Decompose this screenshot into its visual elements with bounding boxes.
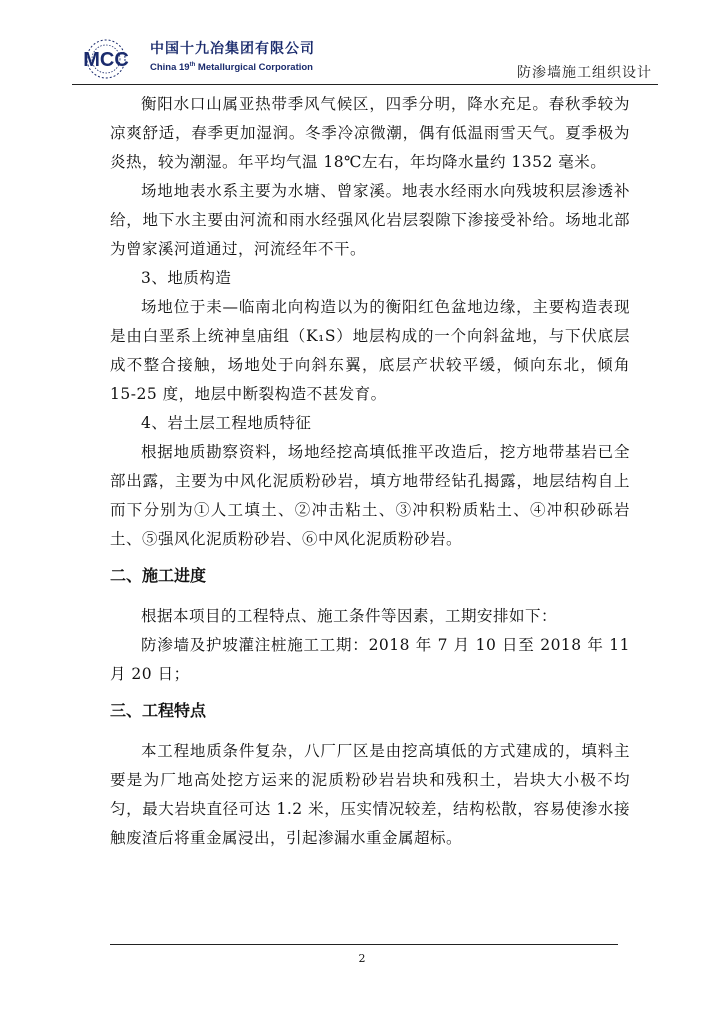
section-heading-schedule: 二、施工进度 [110, 566, 207, 585]
company-name-en: China 19th Metallurgical Corporation [150, 62, 313, 74]
page-header [72, 36, 660, 84]
document-title: 防渗墙施工组织设计 [517, 65, 652, 81]
page-number: 2 [358, 952, 366, 965]
subheading-soil-features: 4、岩土层工程地质特征 [141, 414, 312, 432]
paragraph-schedule-intro: 根据本项目的工程特点、施工条件等因素，工期安排如下： [141, 607, 558, 625]
company-name [150, 40, 315, 75]
paragraph-geologic-structure: 场地位于耒—临南北向构造以为的衡阳红色盆地边缘，主要构造表现是由白垩系上统神皇庙组（K₁S）地层构成的一个向斜盆地，与下伏底层成不整合接触，场地处于向斜东翼，底层产状较平缓，倾向东北，倾角 15-25 度，地层中断裂构造不甚发育。 [110, 298, 630, 403]
paragraph-soil-features: 根据地质勘察资料，场地经挖高填低推平改造后，挖方地带基岩已全部出露，主要为中风化泥质粉砂岩，填方地带经钻孔揭露，地层结构自上而下分别为①人工填土、②冲击粘土、③冲积粉质粘土、④冲积砂砾岩土、⑤强风化泥质粉砂岩、⑥中风化泥质粉砂岩。 [110, 443, 630, 548]
header-divider [72, 84, 658, 85]
section-heading-features: 三、工程特点 [110, 701, 207, 720]
company-name-cn: 中国十九冶集团有限公司 [150, 41, 315, 57]
paragraph-features: 本工程地质条件复杂，八厂厂区是由挖高填低的方式建成的，填料主要是为厂地高处挖方运来的泥质粉砂岩岩块和残积土，岩块大小极不均匀，最大岩块直径可达 1.2 米，压实情况较差，结构松散，容易使渗水接触废渣后将重金属浸出，引起渗漏水重金属超标。 [110, 742, 630, 847]
paragraph-climate: 衡阳水口山属亚热带季风气候区，四季分明，降水充足。春秋季较为凉爽舒适，春季更加湿润。冬季冷凉微潮，偶有低温雨雪天气。夏季极为炎热，较为潮湿。年平均气温 18℃左右，年均降水量约 1352 毫米。 [110, 95, 630, 171]
footer-divider [110, 944, 618, 945]
page-content [110, 90, 630, 853]
logo-text: MCC [83, 49, 129, 71]
paragraph-schedule-period: 防渗墙及护坡灌注桩施工工期：2018 年 7 月 10 日至 2018 年 11 月 20 日； [110, 636, 630, 683]
paragraph-hydrology: 场地地表水系主要为水塘、曾家溪。地表水经雨水向残坡积层渗透补给，地下水主要由河流和雨水经强风化岩层裂隙下渗接受补给。场地北部为曾家溪河道通过，河流经年不干。 [110, 182, 630, 258]
subheading-geologic-structure: 3、地质构造 [141, 269, 232, 287]
mcc-logo [72, 38, 140, 80]
